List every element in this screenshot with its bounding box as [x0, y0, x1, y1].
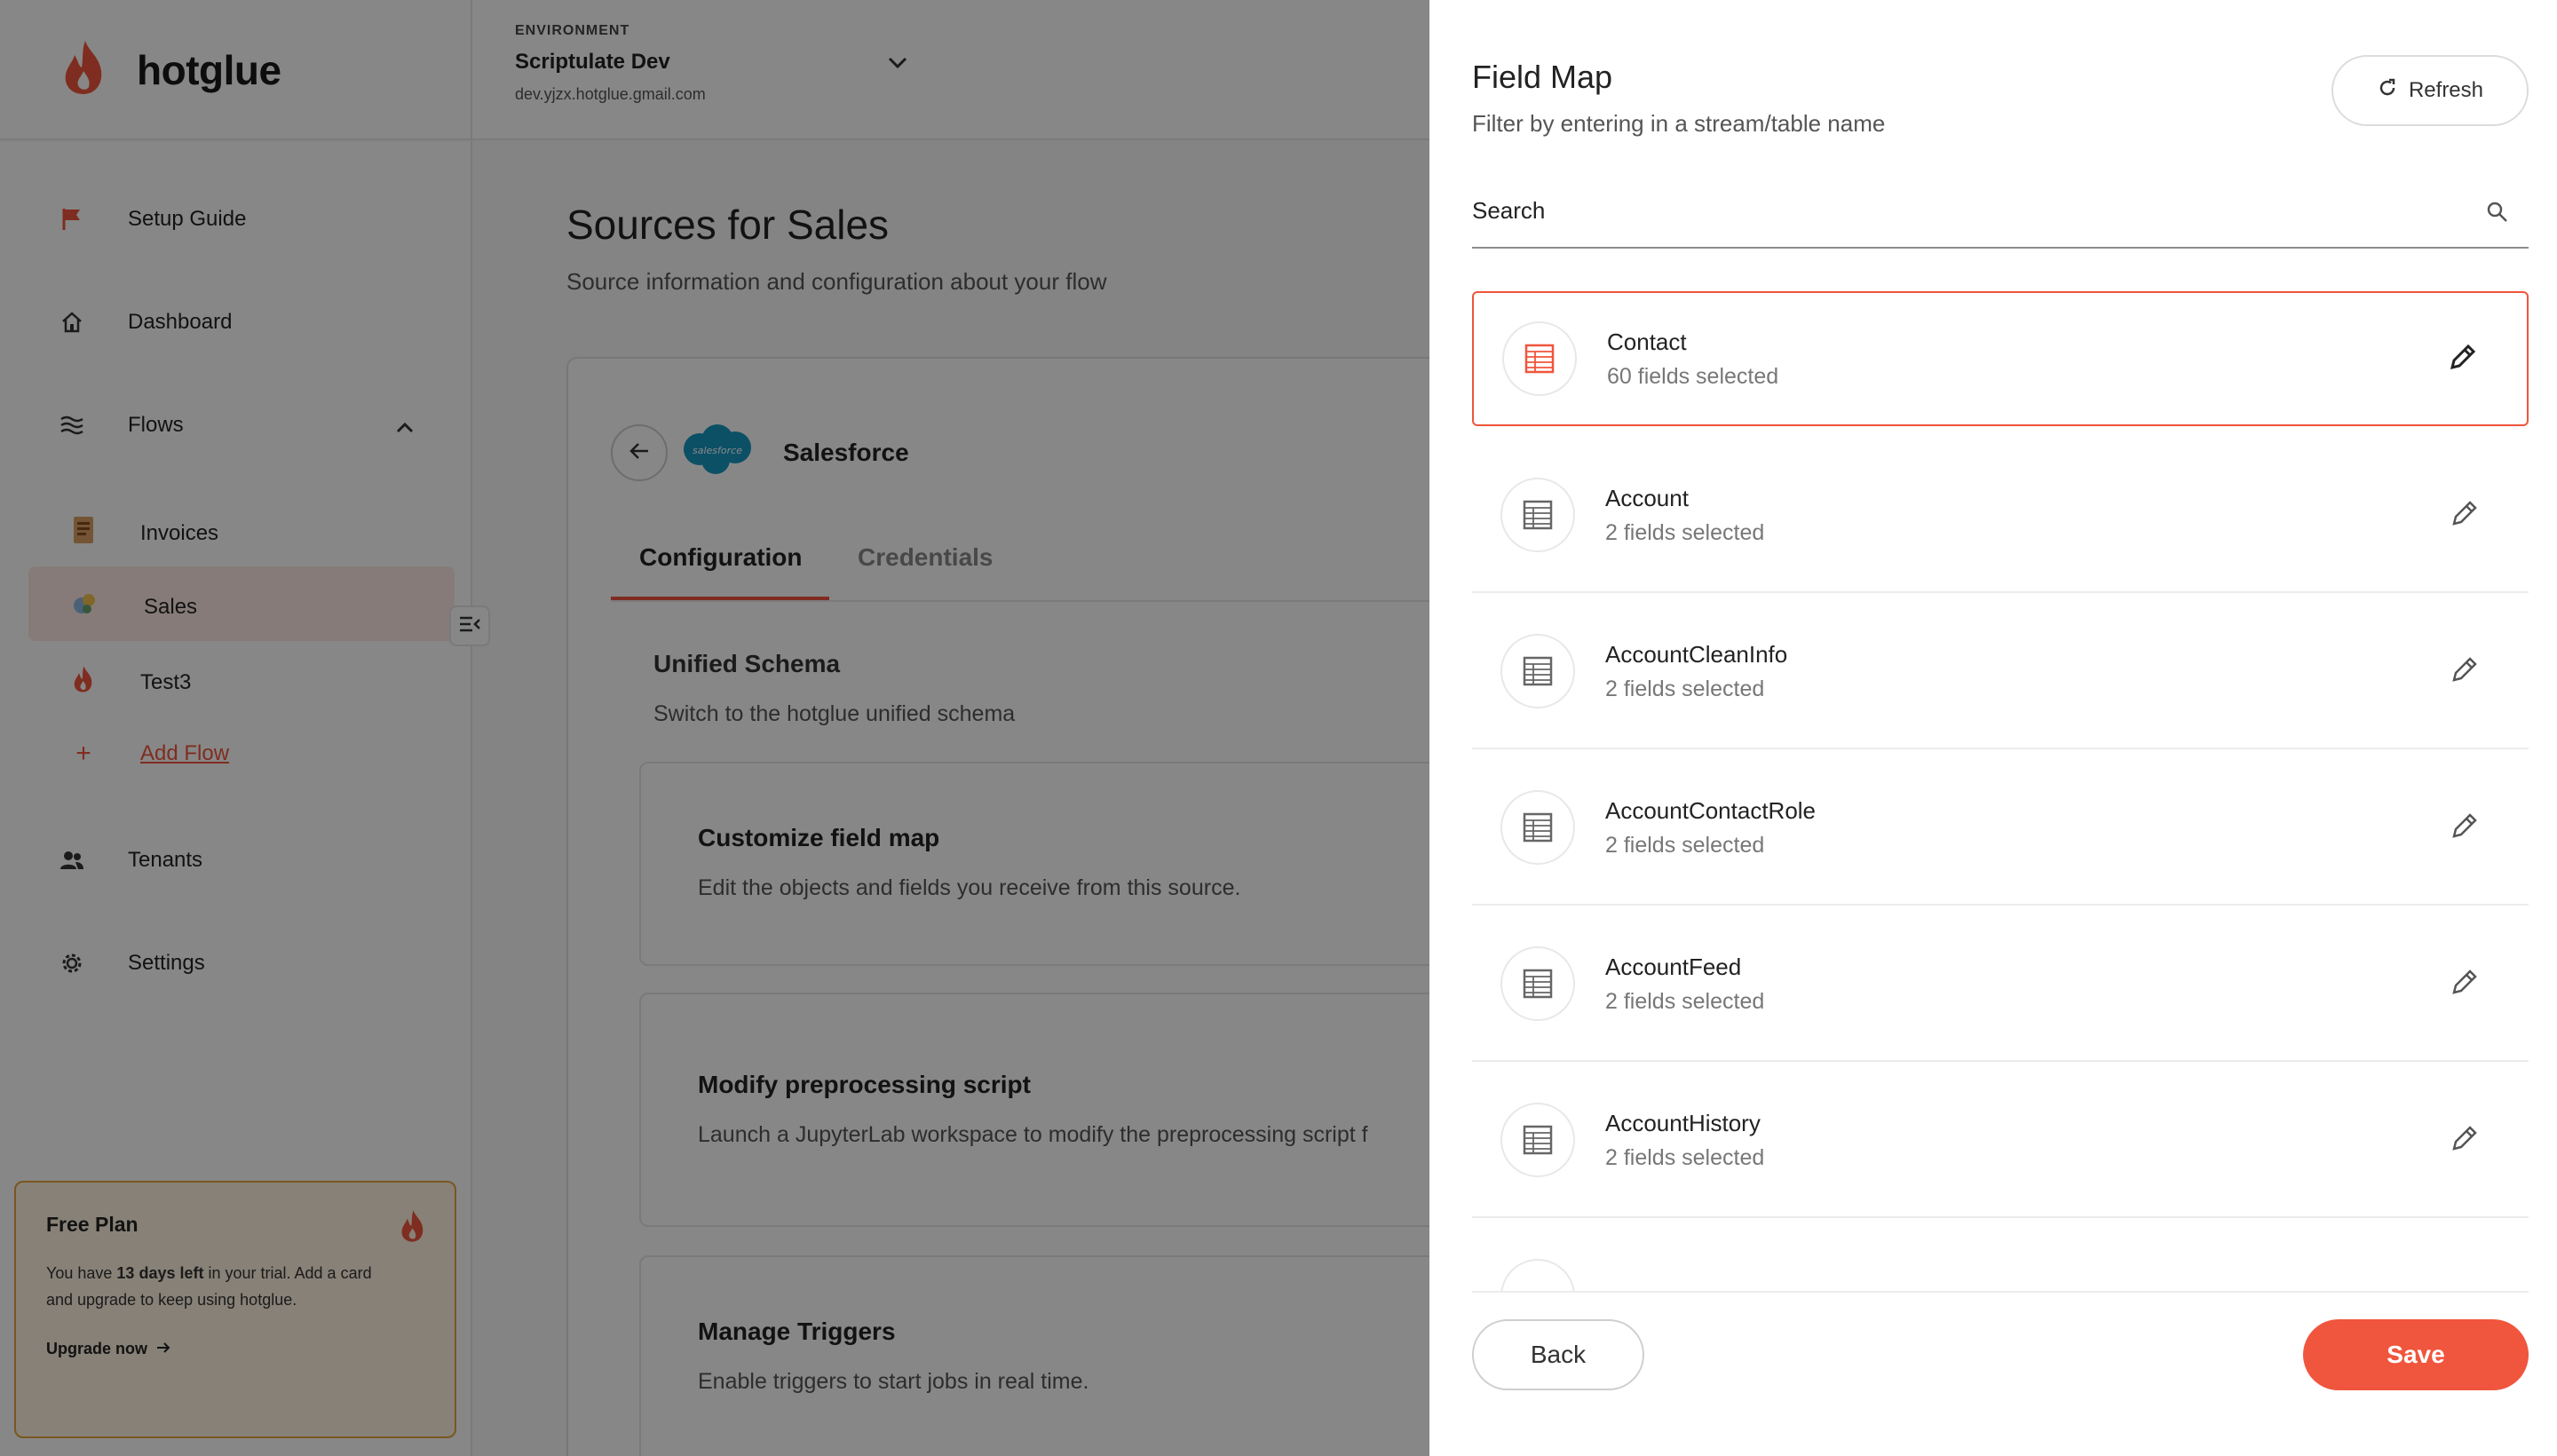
- stream-field-count: 2 fields selected: [1605, 520, 1765, 545]
- tab-credentials[interactable]: Credentials: [858, 543, 994, 571]
- list-item[interactable]: [1472, 749, 2529, 906]
- sidebar-item-label: Setup Guide: [128, 207, 247, 231]
- stream-field-count: 2 fields selected: [1605, 677, 1765, 701]
- page-subtitle: Source information and configuration about your flow: [566, 268, 1107, 295]
- table-icon: [1500, 946, 1575, 1021]
- sidebar-flow-label: Test3: [140, 669, 192, 694]
- stream-name: Account: [1605, 485, 1689, 511]
- sidebar-flow-label: Sales: [144, 594, 198, 619]
- pencil-icon[interactable]: [2449, 968, 2479, 1002]
- option-subtitle: Enable triggers to start jobs in real time.: [698, 1369, 1089, 1394]
- stream-name: AccountCleanInfo: [1605, 641, 1788, 668]
- option-subtitle: Edit the objects and fields you receive from this source.: [698, 875, 1241, 900]
- plan-days-left: 13 days left: [116, 1264, 204, 1282]
- pencil-icon[interactable]: [2449, 499, 2479, 534]
- field-map-title: Field Map: [1472, 59, 1613, 95]
- plus-icon: +: [75, 739, 91, 768]
- plan-title: Free Plan: [46, 1213, 139, 1236]
- brand-name: hotglue: [137, 46, 281, 93]
- refresh-icon: [2377, 77, 2398, 105]
- pencil-icon[interactable]: [2449, 655, 2479, 690]
- list-item[interactable]: [1472, 291, 2529, 426]
- search-input[interactable]: [1472, 192, 2529, 249]
- environment-name: Scriptulate Dev: [515, 50, 670, 74]
- environment-email: dev.yjzx.hotglue.gmail.com: [515, 85, 706, 103]
- list-item[interactable]: [1472, 437, 2529, 593]
- list-item[interactable]: [1472, 1062, 2529, 1218]
- table-icon: [1500, 790, 1575, 865]
- add-flow-label: Add Flow: [140, 741, 230, 765]
- stream-name: AccountHistory: [1605, 1110, 1761, 1136]
- stream-field-count: 2 fields selected: [1605, 989, 1765, 1014]
- field-map-subtitle: Filter by entering in a stream/table name: [1472, 110, 1886, 137]
- page-title: Sources for Sales: [566, 202, 890, 248]
- table-icon: [1500, 634, 1575, 708]
- upgrade-label: Upgrade now: [46, 1340, 148, 1357]
- environment-label: ENVIRONMENT: [515, 23, 630, 38]
- unified-schema-title: Unified Schema: [653, 650, 841, 677]
- table-icon: [1500, 478, 1575, 552]
- search-label: Search: [1472, 197, 1546, 224]
- sidebar-item-label: Tenants: [128, 848, 203, 872]
- table-icon: [1502, 321, 1577, 396]
- sidebar-flow-label: Invoices: [140, 520, 219, 545]
- option-title: Modify preprocessing script: [698, 1071, 1031, 1098]
- pencil-icon[interactable]: [2449, 1124, 2479, 1159]
- search-icon[interactable]: [2486, 201, 2509, 228]
- source-name: Salesforce: [783, 439, 909, 466]
- tab-configuration[interactable]: Configuration: [639, 543, 803, 571]
- stream-field-count: 60 fields selected: [1607, 364, 1779, 389]
- table-icon: [1500, 1259, 1575, 1291]
- back-button[interactable]: Back: [1472, 1319, 1644, 1390]
- pencil-icon[interactable]: [2449, 811, 2479, 846]
- refresh-label: Refresh: [2408, 78, 2484, 102]
- sidebar-item-label: Dashboard: [128, 310, 233, 334]
- option-subtitle: Launch a JupyterLab workspace to modify the preprocessing script f: [698, 1122, 1368, 1147]
- stream-list: [1472, 291, 2529, 1291]
- save-button[interactable]: Save: [2303, 1319, 2529, 1390]
- pencil-icon[interactable]: [2447, 343, 2477, 377]
- stream-name: Contact: [1607, 328, 1687, 355]
- salesforce-logo-text: salesforce: [693, 445, 742, 456]
- sidebar-item-label: Settings: [128, 951, 205, 975]
- stream-name: AccountFeed: [1605, 954, 1742, 980]
- stream-name: AccountContactRole: [1605, 797, 1817, 824]
- plan-text-part: You have: [46, 1264, 117, 1282]
- refresh-button[interactable]: [2331, 55, 2529, 126]
- plan-text-part: in your trial. Add a card and upgrade to keep using hotglue.: [46, 1264, 372, 1309]
- stream-field-count: 2 fields selected: [1605, 833, 1765, 858]
- list-item-partial[interactable]: [1472, 1218, 2529, 1291]
- option-title: Customize field map: [698, 824, 940, 851]
- table-icon: [1500, 1103, 1575, 1177]
- list-item[interactable]: [1472, 906, 2529, 1062]
- stream-field-count: 2 fields selected: [1605, 1145, 1765, 1170]
- field-map-drawer: [1429, 0, 2557, 1456]
- unified-schema-subtitle: Switch to the hotglue unified schema: [653, 701, 1016, 726]
- option-title: Manage Triggers: [698, 1318, 896, 1345]
- footer-divider: [1472, 1291, 2529, 1293]
- sidebar-item-label: Flows: [128, 413, 184, 437]
- list-item[interactable]: [1472, 593, 2529, 749]
